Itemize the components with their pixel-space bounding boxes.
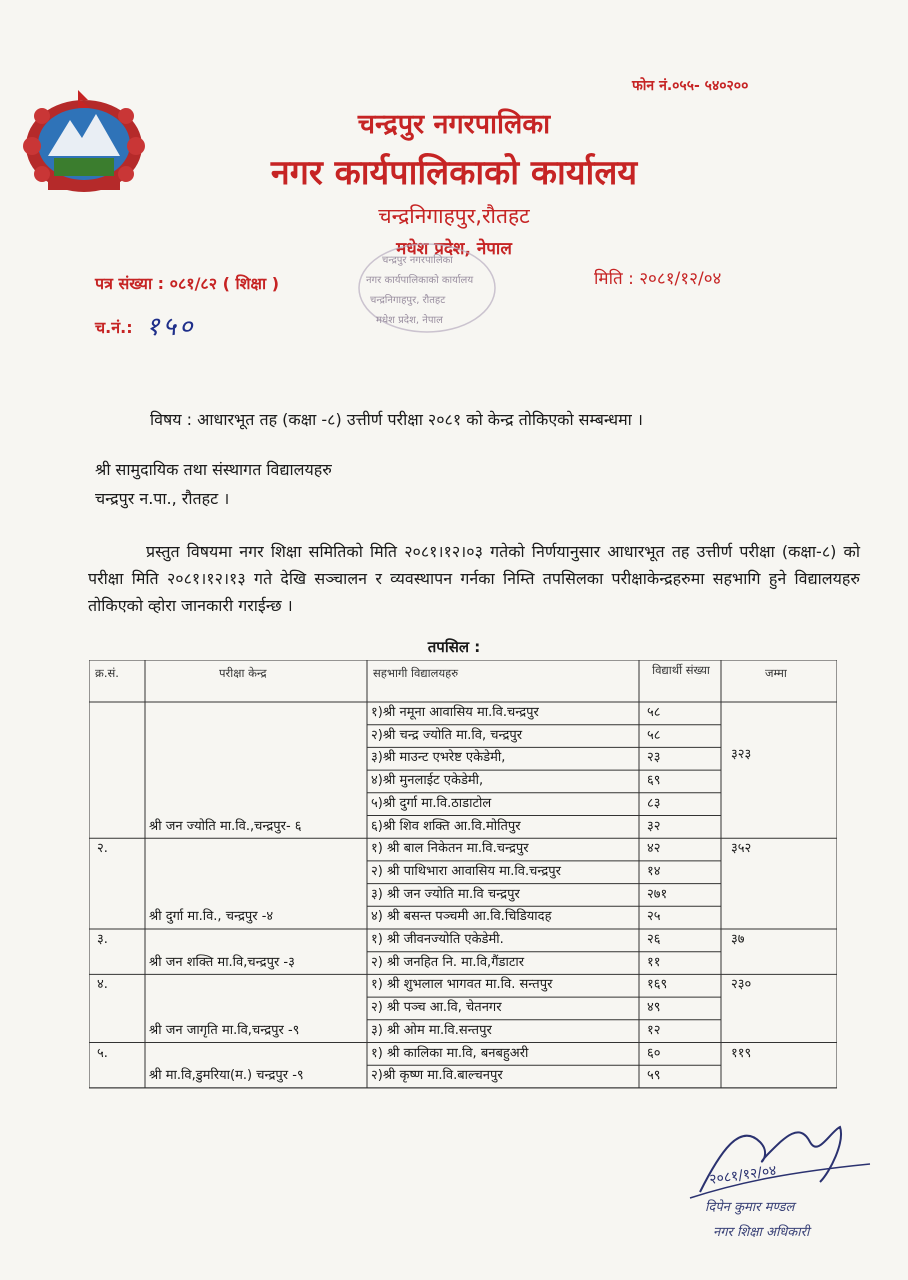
- table-cell-exam-center: श्री जन जागृति मा.वि,चन्द्रपुर -९: [149, 1022, 300, 1038]
- table-caption: तपसिल :: [427, 638, 481, 656]
- exam-center-table: [89, 660, 837, 1098]
- header-exam-center: परीक्षा केन्द्र: [219, 666, 267, 680]
- svg-text:२०८१/१२/०४: २०८१/१२/०४: [708, 1162, 778, 1188]
- table-cell-school: २) श्री पाथिभारा आवासिय मा.वि.चन्द्रपुर: [371, 863, 561, 879]
- table-cell-count: ५९: [647, 1068, 661, 1084]
- table-cell-count: ४२: [647, 841, 661, 857]
- addressee-line-2: चन्द्रपुर न.पा., रौतहट ।: [95, 489, 230, 508]
- table-cell-count: ४९: [647, 1000, 661, 1016]
- table-cell-serial: २.: [97, 841, 108, 857]
- table-cell-total: ३५२: [731, 841, 752, 857]
- table-cell-school: १) श्री जीवनज्योति एकेडेमी.: [371, 932, 504, 947]
- letter-body: प्रस्तुत विषयमा नगर शिक्षा समितिको मिति २०८१।१२।०३ गतेको निर्णयानुसार आधारभूत तह उत्तीर्ण परीक्षा (कक्षा-८) को परीक्षा मिति २०८१।१२।१३ गते देखि सञ्चालन र व्यवस्थापन गर्नका निम्ति तपसिलका परीक्षाकेन्द्रहरुमा सहभागि हुने विद्यालयहरु तोकिएको व्होरा जानकारी गराईन्छ ।: [88, 542, 860, 615]
- table-cell-exam-center: श्री दुर्गा मा.वि., चन्द्रपुर -४: [149, 909, 274, 925]
- table-cell-school: १) श्री बाल निकेतन मा.वि.चन्द्रपुर: [371, 841, 529, 857]
- table-cell-serial: ४.: [97, 977, 108, 993]
- table-cell-total: ११९: [731, 1045, 752, 1061]
- signature-image: [680, 1112, 880, 1202]
- table-cell-exam-center: श्री मा.वि,डुमरिया(म.) चन्द्रपुर -९: [149, 1068, 304, 1084]
- table-cell-count: २३: [647, 750, 661, 766]
- municipality-name: चन्द्रपुर नगरपालिका: [357, 109, 551, 140]
- stamp-line: चन्द्रनिगाहपुर, रौतहट: [370, 295, 446, 306]
- table-cell-school: ३)श्री माउन्ट एभरेष्ट एकेडेमी,: [371, 750, 506, 766]
- header-student-count: विद्यार्थी संख्या: [652, 663, 710, 677]
- office-province: मधेश प्रदेश, नेपाल: [396, 239, 512, 259]
- table-cell-total: २३०: [731, 977, 752, 993]
- table-cell-school: २)श्री कृष्ण मा.वि.बाल्चनपुर: [371, 1068, 503, 1084]
- table-cell-count: २६: [647, 932, 661, 947]
- stamp-line: मधेश प्रदेश, नेपाल: [376, 315, 443, 326]
- table-cell-count: १६९: [647, 977, 668, 993]
- table-cell-school: २) श्री जनहित नि. मा.वि,गैंडाटार: [371, 954, 525, 970]
- letter-date: मिति : २०८१/१२/०४: [594, 269, 722, 289]
- letter-subject: विषय : आधारभूत तह (कक्षा -८) उत्तीर्ण परीक्षा २०८१ को केन्द्र तोकिएको सम्बन्धमा ।: [150, 410, 643, 429]
- office-address: चन्द्रनिगाहपुर,रौतहट: [378, 204, 530, 228]
- table-cell-count: ३२: [647, 818, 661, 834]
- office-name: नगर कार्यपालिकाको कार्यालय: [270, 153, 638, 193]
- table-cell-count: २५: [647, 909, 661, 925]
- dispatch-number-label: च.नं.:: [95, 318, 133, 337]
- table-cell-count: २७१: [647, 886, 668, 902]
- table-cell-exam-center: श्री जन ज्योति मा.वि.,चन्द्रपुर- ६: [149, 818, 302, 834]
- table-cell-school: १) श्री शुभलाल भागवत मा.वि. सन्तपुर: [371, 977, 553, 993]
- table-cell-count: १४: [647, 863, 661, 879]
- table-cell-count: १२: [647, 1022, 661, 1038]
- header-total: जम्मा: [765, 666, 787, 680]
- table-cell-count: ५८: [647, 727, 661, 743]
- table-cell-count: ८३: [647, 795, 661, 811]
- table-cell-exam-center: श्री जन शक्ति मा.वि,चन्द्रपुर -३: [149, 954, 295, 970]
- header-schools: सहभागी विद्यालयहरु: [373, 666, 459, 680]
- signatory-title: नगर शिक्षा अधिकारी: [713, 1225, 810, 1240]
- table-cell-school: ४) श्री बसन्त पञ्चमी आ.वि.चिडियादह: [371, 909, 552, 925]
- table-cell-school: २) श्री पञ्च आ.वि, चेतनगर: [371, 1000, 502, 1016]
- addressee-line-1: श्री सामुदायिक तथा संस्थागत विद्यालयहरु: [95, 460, 332, 479]
- table-cell-school: ५)श्री दुर्गा मा.वि.ठाडाटोल: [371, 795, 492, 811]
- table-cell-school: ४)श्री मुनलाईट एकेडेमी,: [371, 773, 484, 789]
- table-cell-school: ३) श्री जन ज्योति मा.वि चन्द्रपुर: [371, 886, 520, 902]
- table-cell-serial: ३.: [97, 932, 108, 947]
- signatory-name: दिपेन कुमार मण्डल: [705, 1200, 795, 1215]
- dispatch-number-handwritten: १५०: [146, 312, 196, 342]
- table-cell-school: ६)श्री शिव शक्ति आ.वि.मोतिपुर: [371, 818, 521, 834]
- stamp-line: चन्द्रपुर नगरपालिका: [382, 255, 453, 266]
- stamp-line: नगर कार्यपालिकाको कार्यालय: [366, 275, 474, 286]
- table-cell-school: १) श्री कालिका मा.वि, बनबहुअरी: [371, 1045, 529, 1061]
- phone-number: फोन नं.०५५- ५४०२००: [632, 78, 749, 94]
- letter-reference-number: पत्र संख्या : ०८१/८२ ( शिक्षा ): [95, 274, 280, 293]
- table-cell-total: ३७: [731, 932, 745, 947]
- table-cell-school: २)श्री चन्द्र ज्योति मा.वि, चन्द्रपुर: [371, 727, 523, 743]
- header-serial: क्र.सं.: [95, 666, 119, 680]
- table-cell-total: ३२३: [731, 747, 752, 762]
- office-stamp: [352, 240, 502, 340]
- table-cell-count: ११: [647, 954, 661, 970]
- table-cell-count: ५८: [647, 705, 661, 720]
- table-cell-serial: ५.: [97, 1045, 108, 1061]
- table-cell-school: १)श्री नमूना आवासिय मा.वि.चन्द्रपुर: [371, 705, 539, 720]
- table-cell-count: ६९: [647, 773, 661, 789]
- table-cell-count: ६०: [647, 1045, 661, 1061]
- table-cell-school: ३) श्री ओम मा.वि.सन्तपुर: [371, 1022, 492, 1038]
